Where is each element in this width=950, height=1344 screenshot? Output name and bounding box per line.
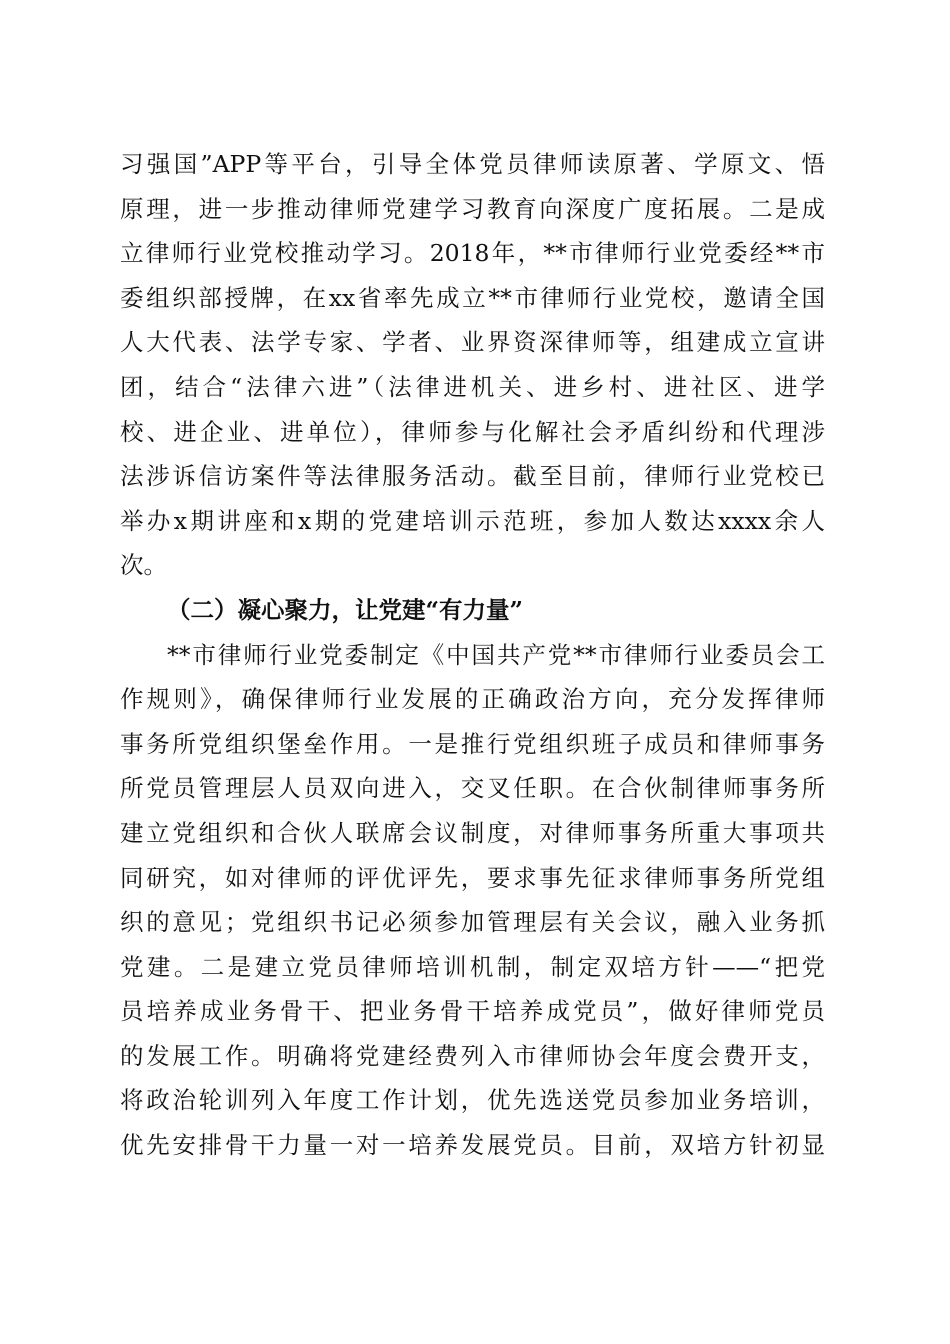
text-line: 将政治轮训列入年度工作计划，优先选送党员参加业务培训， — [120, 1086, 825, 1115]
document-body — [120, 142, 825, 1168]
text-line: 事务所党组织堡垒作用。一是推行党组织班子成员和律师事务 — [120, 729, 825, 758]
text-line: 员培养成业务骨干、把业务骨干培养成党员”，做好律师党员 — [120, 997, 825, 1026]
text-line: 优先安排骨干力量一对一培养发展党员。目前，双培方针初显 — [120, 1131, 825, 1160]
text-line: 建立党组织和合伙人联席会议制度，对律师事务所重大事项共 — [120, 818, 825, 847]
text-line: 法涉诉信访案件等法律服务活动。截至目前，律师行业党校已 — [120, 462, 825, 491]
text-line: 举办x期讲座和x期的党建培训示范班，参加人数达xxxx余人 — [120, 506, 825, 535]
text-line: 作规则》，确保律师行业发展的正确政治方向，充分发挥律师 — [120, 685, 825, 714]
text-line: 同研究，如对律师的评优评先，要求事先征求律师事务所党组 — [120, 863, 825, 892]
text-line: 原理，进一步推动律师党建学习教育向深度广度拓展。二是成 — [120, 194, 825, 223]
text-line: 的发展工作。明确将党建经费列入市律师协会年度会费开支， — [120, 1041, 825, 1070]
text-line: 次。 — [120, 551, 167, 580]
text-line: 立律师行业党校推动学习。2018年，**市律师行业党委经**市 — [120, 239, 825, 268]
text-line: 党建。二是建立党员律师培训机制，制定双培方针——“把党 — [120, 952, 825, 981]
text-line: 所党员管理层人员双向进入，交叉任职。在合伙制律师事务所 — [120, 774, 825, 803]
section-heading: （二）凝心聚力，让党建“有力量” — [167, 595, 524, 624]
text-line: 校、进企业、进单位），律师参与化解社会矛盾纠纷和代理涉 — [120, 417, 825, 446]
text-line: 人大代表、法学专家、学者、业界资深律师等，组建成立宣讲 — [120, 328, 825, 357]
text-line: **市律师行业党委制定《中国共产党**市律师行业委员会工 — [167, 640, 825, 669]
text-line: 团，结合“法律六进”（法律进机关、进乡村、进社区、进学 — [120, 372, 825, 401]
text-line: 习强国”APP等平台，引导全体党员律师读原著、学原文、悟 — [120, 150, 825, 178]
text-line: 委组织部授牌，在xx省率先成立**市律师行业党校，邀请全国 — [120, 283, 825, 312]
text-line: 织的意见；党组织书记必须参加管理层有关会议，融入业务抓 — [120, 908, 825, 937]
